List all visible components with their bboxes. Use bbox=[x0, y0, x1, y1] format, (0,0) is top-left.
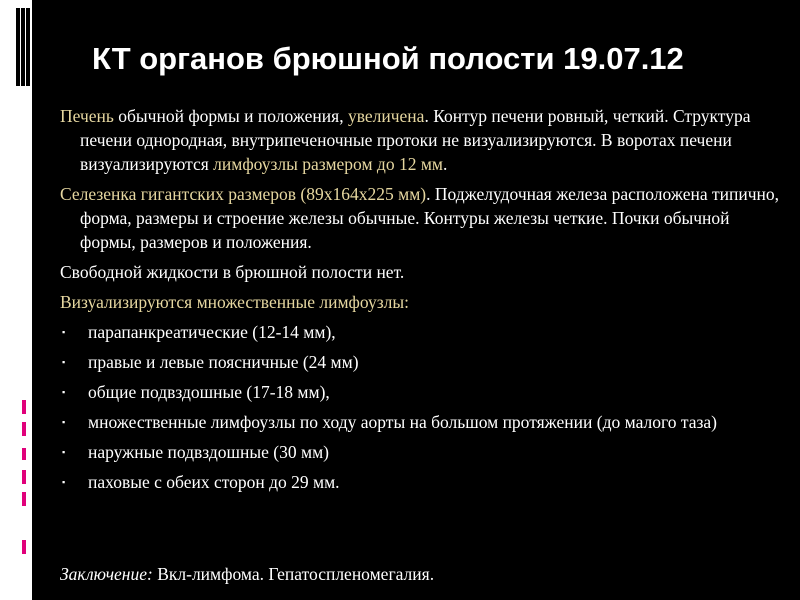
list-item bbox=[60, 350, 785, 374]
square-bullet-icon: ▪ bbox=[62, 327, 66, 337]
list-item-text: общие подвздошные (17-18 мм), bbox=[88, 382, 330, 402]
list-item bbox=[60, 320, 785, 344]
decorative-stripe bbox=[26, 8, 30, 86]
spleen-size: Селезенка гигантских размеров (89х164х225 мм) bbox=[60, 184, 427, 204]
list-item-text: парапанкреатические (12-14 мм), bbox=[88, 322, 336, 342]
spleen-text: . Поджелудочная железа расположена типично, форма, размеры и строение железы обычные. Контуры железы четкие. Почки обычной формы, размеров и положения. bbox=[80, 184, 779, 252]
fluid-paragraph: Свободной жидкости в брюшной полости нет. bbox=[60, 262, 405, 282]
slide-title: КТ органов брюшной полости 19.07.12 bbox=[92, 41, 684, 76]
list-item-text: паховые с обеих сторон до 29 мм. bbox=[88, 472, 340, 492]
square-bullet-icon: ▪ bbox=[62, 477, 66, 487]
square-bullet-icon: ▪ bbox=[62, 357, 66, 367]
accent-stripe bbox=[22, 422, 26, 436]
list-item bbox=[60, 470, 785, 494]
liver-label: Печень bbox=[60, 106, 114, 126]
decorative-stripe bbox=[16, 8, 20, 86]
list-item bbox=[60, 410, 785, 434]
list-item-text: наружные подвздошные (30 мм) bbox=[88, 442, 329, 462]
accent-stripe bbox=[22, 540, 26, 554]
accent-stripe bbox=[22, 470, 26, 484]
liver-text-1: обычной формы и положения, bbox=[113, 106, 348, 126]
slide-content bbox=[60, 104, 785, 500]
slide bbox=[32, 0, 800, 600]
left-decorative-bar bbox=[0, 0, 32, 600]
square-bullet-icon: ▪ bbox=[62, 417, 66, 427]
list-item bbox=[60, 380, 785, 404]
conclusion-text: Вкл-лимфома. Гепатоспленомегалия. bbox=[152, 564, 435, 584]
liver-paragraph bbox=[60, 104, 785, 176]
spleen-paragraph bbox=[60, 182, 785, 254]
liver-text-3: . bbox=[442, 154, 448, 174]
accent-stripe bbox=[22, 492, 26, 506]
list-item-text: правые и левые поясничные (24 мм) bbox=[88, 352, 359, 372]
list-item-text: множественные лимфоузлы по ходу аорты на большом протяжении (до малого таза) bbox=[88, 412, 717, 432]
lymph-intro: Визуализируются множественные лимфоузлы: bbox=[60, 292, 409, 312]
list-item bbox=[60, 440, 785, 464]
square-bullet-icon: ▪ bbox=[62, 387, 66, 397]
liver-enlarged: увеличена bbox=[347, 106, 425, 126]
decorative-stripe bbox=[21, 8, 25, 86]
square-bullet-icon: ▪ bbox=[62, 447, 66, 457]
liver-lymph-nodes: лимфоузлы размером до 12 мм bbox=[213, 154, 443, 174]
liver-text-2: . Контур печени ровный, четкий. Структура печени однородная, внутрипеченочные протоки не визуализируются. В воротах печени визуализируются bbox=[80, 106, 751, 174]
accent-stripe bbox=[22, 448, 26, 460]
conclusion bbox=[60, 562, 785, 586]
lymph-node-list bbox=[60, 320, 785, 494]
conclusion-label: Заключение: bbox=[60, 564, 153, 584]
accent-stripe bbox=[22, 400, 26, 414]
